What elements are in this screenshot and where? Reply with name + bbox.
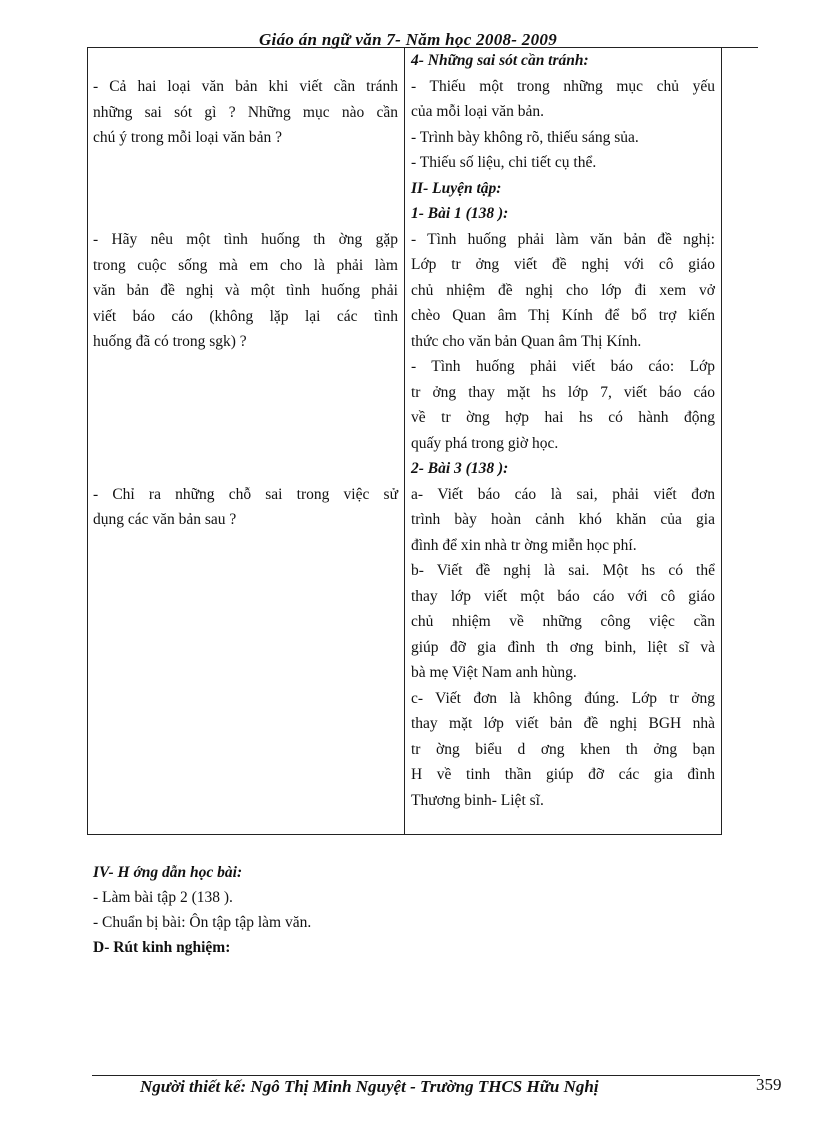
page-header-title: Giáo án ngữ văn 7- Năm học 2008- 2009 [258, 30, 558, 49]
footer-author: Người thiết kế: Ngô Thị Minh Nguyệt - Trường THCS Hữu Nghị [140, 1077, 599, 1096]
answer-line: của mỗi loại văn bản. [411, 103, 544, 120]
answer-line: chèo Quan âm Thị Kính để bổ trợ kiến [411, 307, 715, 324]
answer-line: - Trình bày không rõ, thiếu sáng sủa. [411, 128, 639, 146]
answer-line: - Tình huống phải làm văn bản đề nghị: [411, 230, 715, 248]
question-2-line-3: văn bản đề nghị và một tình huống phải [93, 282, 398, 299]
question-2-line-2: trong cuộc sống mà em cho là phải làm [93, 257, 398, 274]
question-1-line-3: chú ý trong mỗi loại văn bản ? [93, 129, 282, 146]
answer-line: thay lớp viết một báo cáo với cô giáo [411, 587, 715, 605]
answer-line: a- Viết báo cáo là sai, phải viết đơn [411, 485, 715, 503]
question-3-line-2: dụng các văn bản sau ? [93, 511, 237, 528]
question-2-line-1: - Hãy nêu một tình huống th ờng gặp [93, 231, 398, 248]
answer-line: - Thiếu một trong những mục chủ yếu [411, 77, 715, 95]
answer-line: quấy phá trong giờ học. [411, 434, 559, 452]
answer-line: H về tinh thần giúp đỡ các gia đình [411, 766, 715, 783]
answer-line: thức cho văn bản Quan âm Thị Kính. [411, 332, 642, 350]
answer-line: II- Luyện tập: [411, 179, 502, 197]
answer-line: trình bày hoàn cảnh khó khăn của gia [411, 511, 715, 528]
answer-line: - Tình huống phải viết báo cáo: Lớp [411, 358, 715, 375]
answer-line: chủ nhiệm đề nghị cho lớp đi xem vở [411, 281, 715, 299]
answer-line: tr ởng thay mặt hs lớp 7, viết báo cáo [411, 383, 715, 401]
answer-line: Thương binh- Liệt sĩ. [411, 791, 544, 809]
answer-line: - Thiếu số liệu, chi tiết cụ thể. [411, 154, 597, 171]
answer-line: về tr ờng hợp hai hs có hành động [411, 409, 715, 426]
answer-line: thay mặt lớp viết bản đề nghị BGH nhà [411, 715, 715, 732]
answer-line: 4- Những sai sót cần tránh: [411, 52, 589, 69]
answer-line: giúp đỡ gia đình th ơng binh, liệt sĩ và [411, 638, 715, 656]
section-iv-item-1: - Làm bài tập 2 (138 ). [93, 889, 233, 906]
answer-line: tr ờng biểu d ơng khen th ởng bạn [411, 740, 715, 758]
section-iv-heading: IV- H ớng dẫn học bài: [93, 864, 243, 881]
answer-line: 2- Bài 3 (138 ): [411, 460, 509, 477]
table-column-divider [404, 47, 405, 835]
question-2-line-5: huống đã có trong sgk) ? [93, 333, 247, 350]
question-1-line-1: - Cả hai loại văn bản khi viết cần tránh [93, 78, 398, 95]
answer-line: chủ nhiệm về những công việc cần [411, 613, 715, 630]
footer-rule [92, 1075, 760, 1076]
section-iv-item-2: - Chuẩn bị bài: Ôn tập tập làm văn. [93, 914, 312, 931]
answer-line: đình để xin nhà tr ờng miễn học phí. [411, 536, 637, 554]
answer-line: 1- Bài 1 (138 ): [411, 205, 509, 222]
page-number: 359 [756, 1075, 782, 1094]
answer-line: c- Viết đơn là không đúng. Lớp tr ởng [411, 689, 715, 707]
section-d-heading: D- Rút kinh nghiệm: [93, 939, 231, 956]
question-1-line-2: những sai sót gì ? Những mục nào cần [93, 104, 398, 121]
question-2-line-4: viết báo cáo (không lặp lại các tình [93, 308, 398, 325]
answer-line: bà mẹ Việt Nam anh hùng. [411, 664, 577, 681]
answer-line: b- Viết đề nghị là sai. Một hs có thể [411, 562, 715, 579]
answer-line: Lớp tr ởng viết đề nghị với cô giáo [411, 256, 715, 273]
question-3-line-1: - Chỉ ra những chỗ sai trong việc sử [93, 486, 398, 503]
